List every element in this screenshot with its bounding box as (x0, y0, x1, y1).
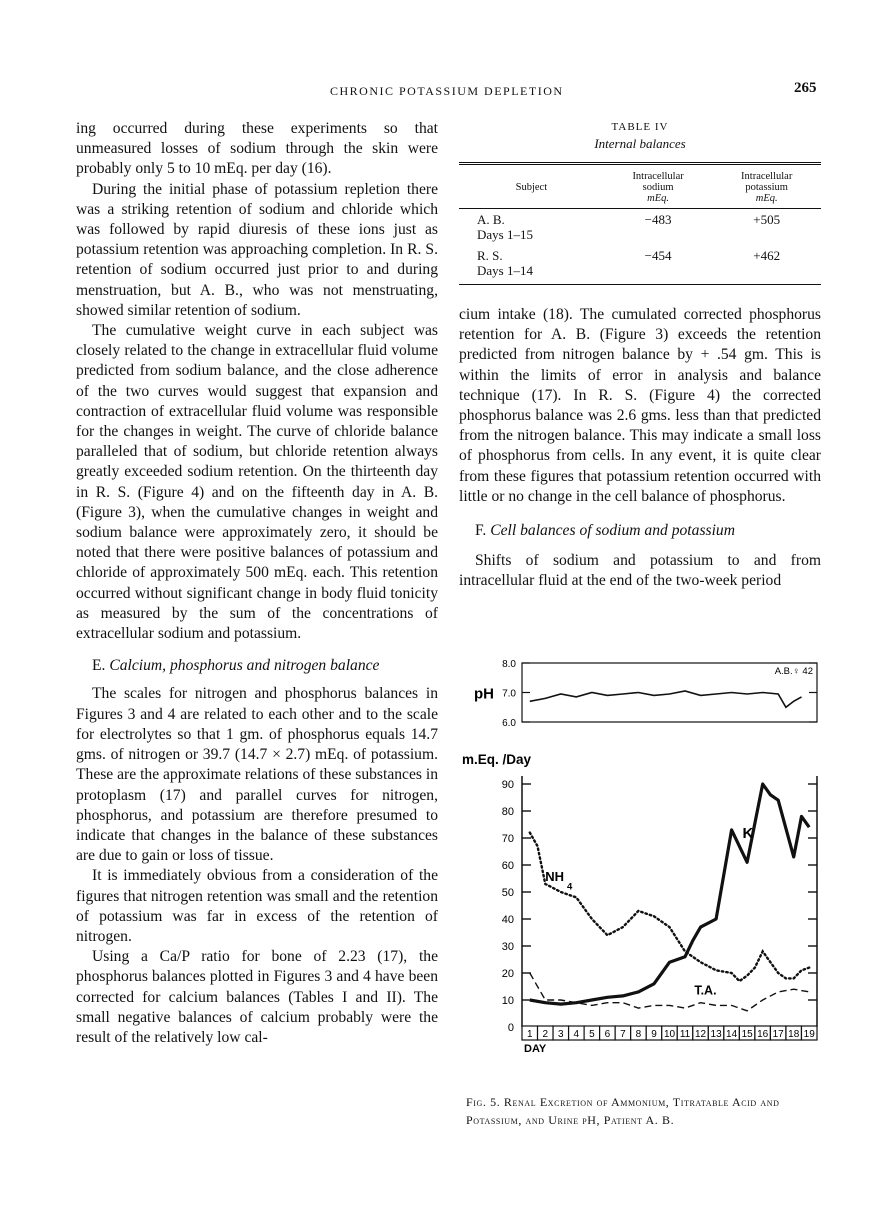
section-label: E. (92, 657, 106, 675)
day-tick-label: 1 (526, 1029, 533, 1040)
figure-5-chart (462, 655, 822, 1085)
paragraph: Shifts of sodium and potassium to and from intracellular fluid at the end of the two-week period (459, 552, 821, 590)
y-tick-label: 40 (501, 914, 514, 926)
chart-svg (462, 655, 822, 1085)
series-nh4-line (530, 833, 809, 982)
y-tick-label: 30 (501, 941, 514, 953)
series-ph-line (530, 691, 802, 707)
y-tick-label: 90 (501, 779, 514, 791)
section-label: F. (475, 522, 487, 540)
ph-tick-label: 6.0 (502, 718, 516, 729)
series-label-nh4: NH (545, 869, 565, 885)
day-tick-label: 12 (694, 1029, 707, 1040)
day-tick-label: 16 (757, 1029, 769, 1040)
running-title: CHRONIC POTASSIUM DEPLETION (330, 84, 564, 98)
figure-caption: Fig. 5. Renal Excretion of Ammonium, Titratable Acid and Potassium, and Urine pH, Patient A. B. (466, 1095, 780, 1127)
day-tick-label: 10 (663, 1029, 676, 1040)
table-title: Internal balances (594, 136, 686, 151)
day-tick-label: 9 (651, 1029, 657, 1040)
day-tick-label: 11 (679, 1029, 691, 1040)
y-axis-label: m.Eq. /Day (462, 752, 532, 767)
day-tick-label: 19 (803, 1029, 815, 1040)
day-tick-label: 14 (726, 1029, 738, 1040)
day-tick-label: 18 (788, 1029, 800, 1040)
day-tick-label: 2 (542, 1029, 549, 1040)
ph-tick-label: 8.0 (502, 659, 516, 670)
day-tick-label: 5 (589, 1029, 595, 1040)
table-row: R. S. Days 1–14 −454 +462 (459, 245, 821, 285)
day-tick-label: 13 (710, 1029, 722, 1040)
y-tick-label: 0 (507, 1022, 514, 1034)
y-tick-label: 60 (501, 860, 514, 872)
table-caption: TABLE IV (611, 121, 669, 133)
internal-balances-table (459, 162, 821, 285)
ph-axis-label: pH (474, 685, 494, 703)
y-tick-label: 10 (501, 995, 514, 1007)
day-tick-label: 17 (772, 1029, 784, 1040)
y-tick-label: 50 (501, 887, 514, 899)
series-label-ta: T.A. (694, 983, 717, 998)
y-tick-label: 20 (501, 968, 514, 980)
table-row: A. B. Days 1–15 −483 +505 (477, 212, 781, 242)
y-tick-label: 70 (501, 833, 514, 845)
y-tick-label: 80 (501, 806, 514, 818)
section-title: Calcium, phosphorus and nitrogen balance (109, 657, 380, 675)
page-number: 265 (794, 80, 817, 96)
section-heading-e (76, 656, 438, 676)
paragraph: The cumulative weight curve in each subject was closely related to the change in extracellular fluid volume predicted from sodium balance, and the close adherence of the two curves would suggest that expansion and contraction of extracellular fluid volume was responsible for the changes in weight. The curve of chloride balance paralleled that of sodium, but chloride retention always greatly exceeded sodium retention. On the thirteenth day in R. S. (Figure 4) and on the fifteenth day in A. B. (Figure 3), when the cumulative changes in weight and sodium balance were approximately zero, it should be noted that there were positive balances of potassium and chloride of approximately 500 mEq. each. This retention occurred without significant change in body fluid tonicity as measured by the sum of the concentrations of extracellular sodium and potassium. (76, 322, 438, 643)
page-header (0, 80, 880, 104)
patient-tag: A.B.♀ 42 (774, 666, 813, 677)
series-label-k: K (742, 825, 754, 842)
day-tick-label: 7 (620, 1029, 626, 1040)
paragraph: It is immediately obvious from a consideration of the figures that nitrogen retention was small and the retention of potassium was far in excess of the retention of nitrogen. (76, 867, 438, 945)
ph-tick-label: 7.0 (502, 688, 516, 700)
day-tick-label: 8 (635, 1029, 642, 1040)
day-tick-label: 15 (741, 1029, 753, 1040)
left-column (76, 119, 438, 1048)
day-tick-label: 3 (558, 1029, 564, 1040)
column-header-potassium: Intracellular potassium mEq. (712, 164, 821, 209)
day-tick-label: 4 (573, 1029, 580, 1040)
paragraph: ing occurred during these experiments so that unmeasured losses of sodium through the skin were probably only 5 to 10 mEq. per day (16). (76, 120, 438, 178)
column-header-sodium: Intracellular sodium mEq. (604, 164, 713, 209)
section-heading-f (459, 521, 821, 541)
column-header-subject: Subject (459, 164, 604, 209)
series-label-nh4-subscript: 4 (567, 881, 573, 893)
paragraph: During the initial phase of potassium repletion there was a striking retention of sodium and chloride which was followed by rapid diuresis of these ions just as potassium retention was approaching completion. In R. S. retention of sodium occurred just prior to and during menstruation, but A. B., who was not menstruating, showed similar retention of sodium. (76, 180, 438, 319)
right-column (459, 119, 821, 592)
series-ta-line (530, 973, 809, 1011)
paragraph: The scales for nitrogen and phosphorus balances in Figures 3 and 4 are related to each other and to the scale for electrolytes so that 1 gm. of phosphorus equals 14.7 gms. of nitrogen or 39.7 (14.7 × 2.7) mEq. of potassium. These are the approximate relations of these substances in protoplasm (17) and parallel curves for nitrogen, phosphorus, and potassium are therefore presumed to indicate that changes in the balance of these substances are due to gain or loss of tissue. (76, 685, 438, 865)
ph-frame (522, 663, 817, 722)
paragraph: cium intake (18). The cumulated corrected phosphorus retention for A. B. (Figure 3) exceeds the retention predicted from nitrogen balance by + .54 gm. This is within the limits of error in analysis and balance technique (17). In R. S. (Figure 4) the corrected phosphorus balance was 2.6 gms. less than that predicted from the nitrogen balance. This may indicate a small loss of phosphorus from cells. In any event, it is quite clear from these figures that potassium retention occurred with little or no change in the cell balance of phosphorus. (459, 306, 821, 505)
paragraph: Using a Ca/P ratio for bone of 2.23 (17), the phosphorus balances plotted in Figures 3 and 4 have been corrected for calcium balances (Tables I and II). The small negative balances of calcium probably were the result of the relatively low cal- (76, 948, 438, 1046)
section-title: Cell balances of sodium and potassium (490, 522, 735, 540)
x-axis-label: DAY (524, 1043, 547, 1055)
day-tick-label: 6 (604, 1029, 611, 1040)
series-k-line (530, 784, 809, 1004)
